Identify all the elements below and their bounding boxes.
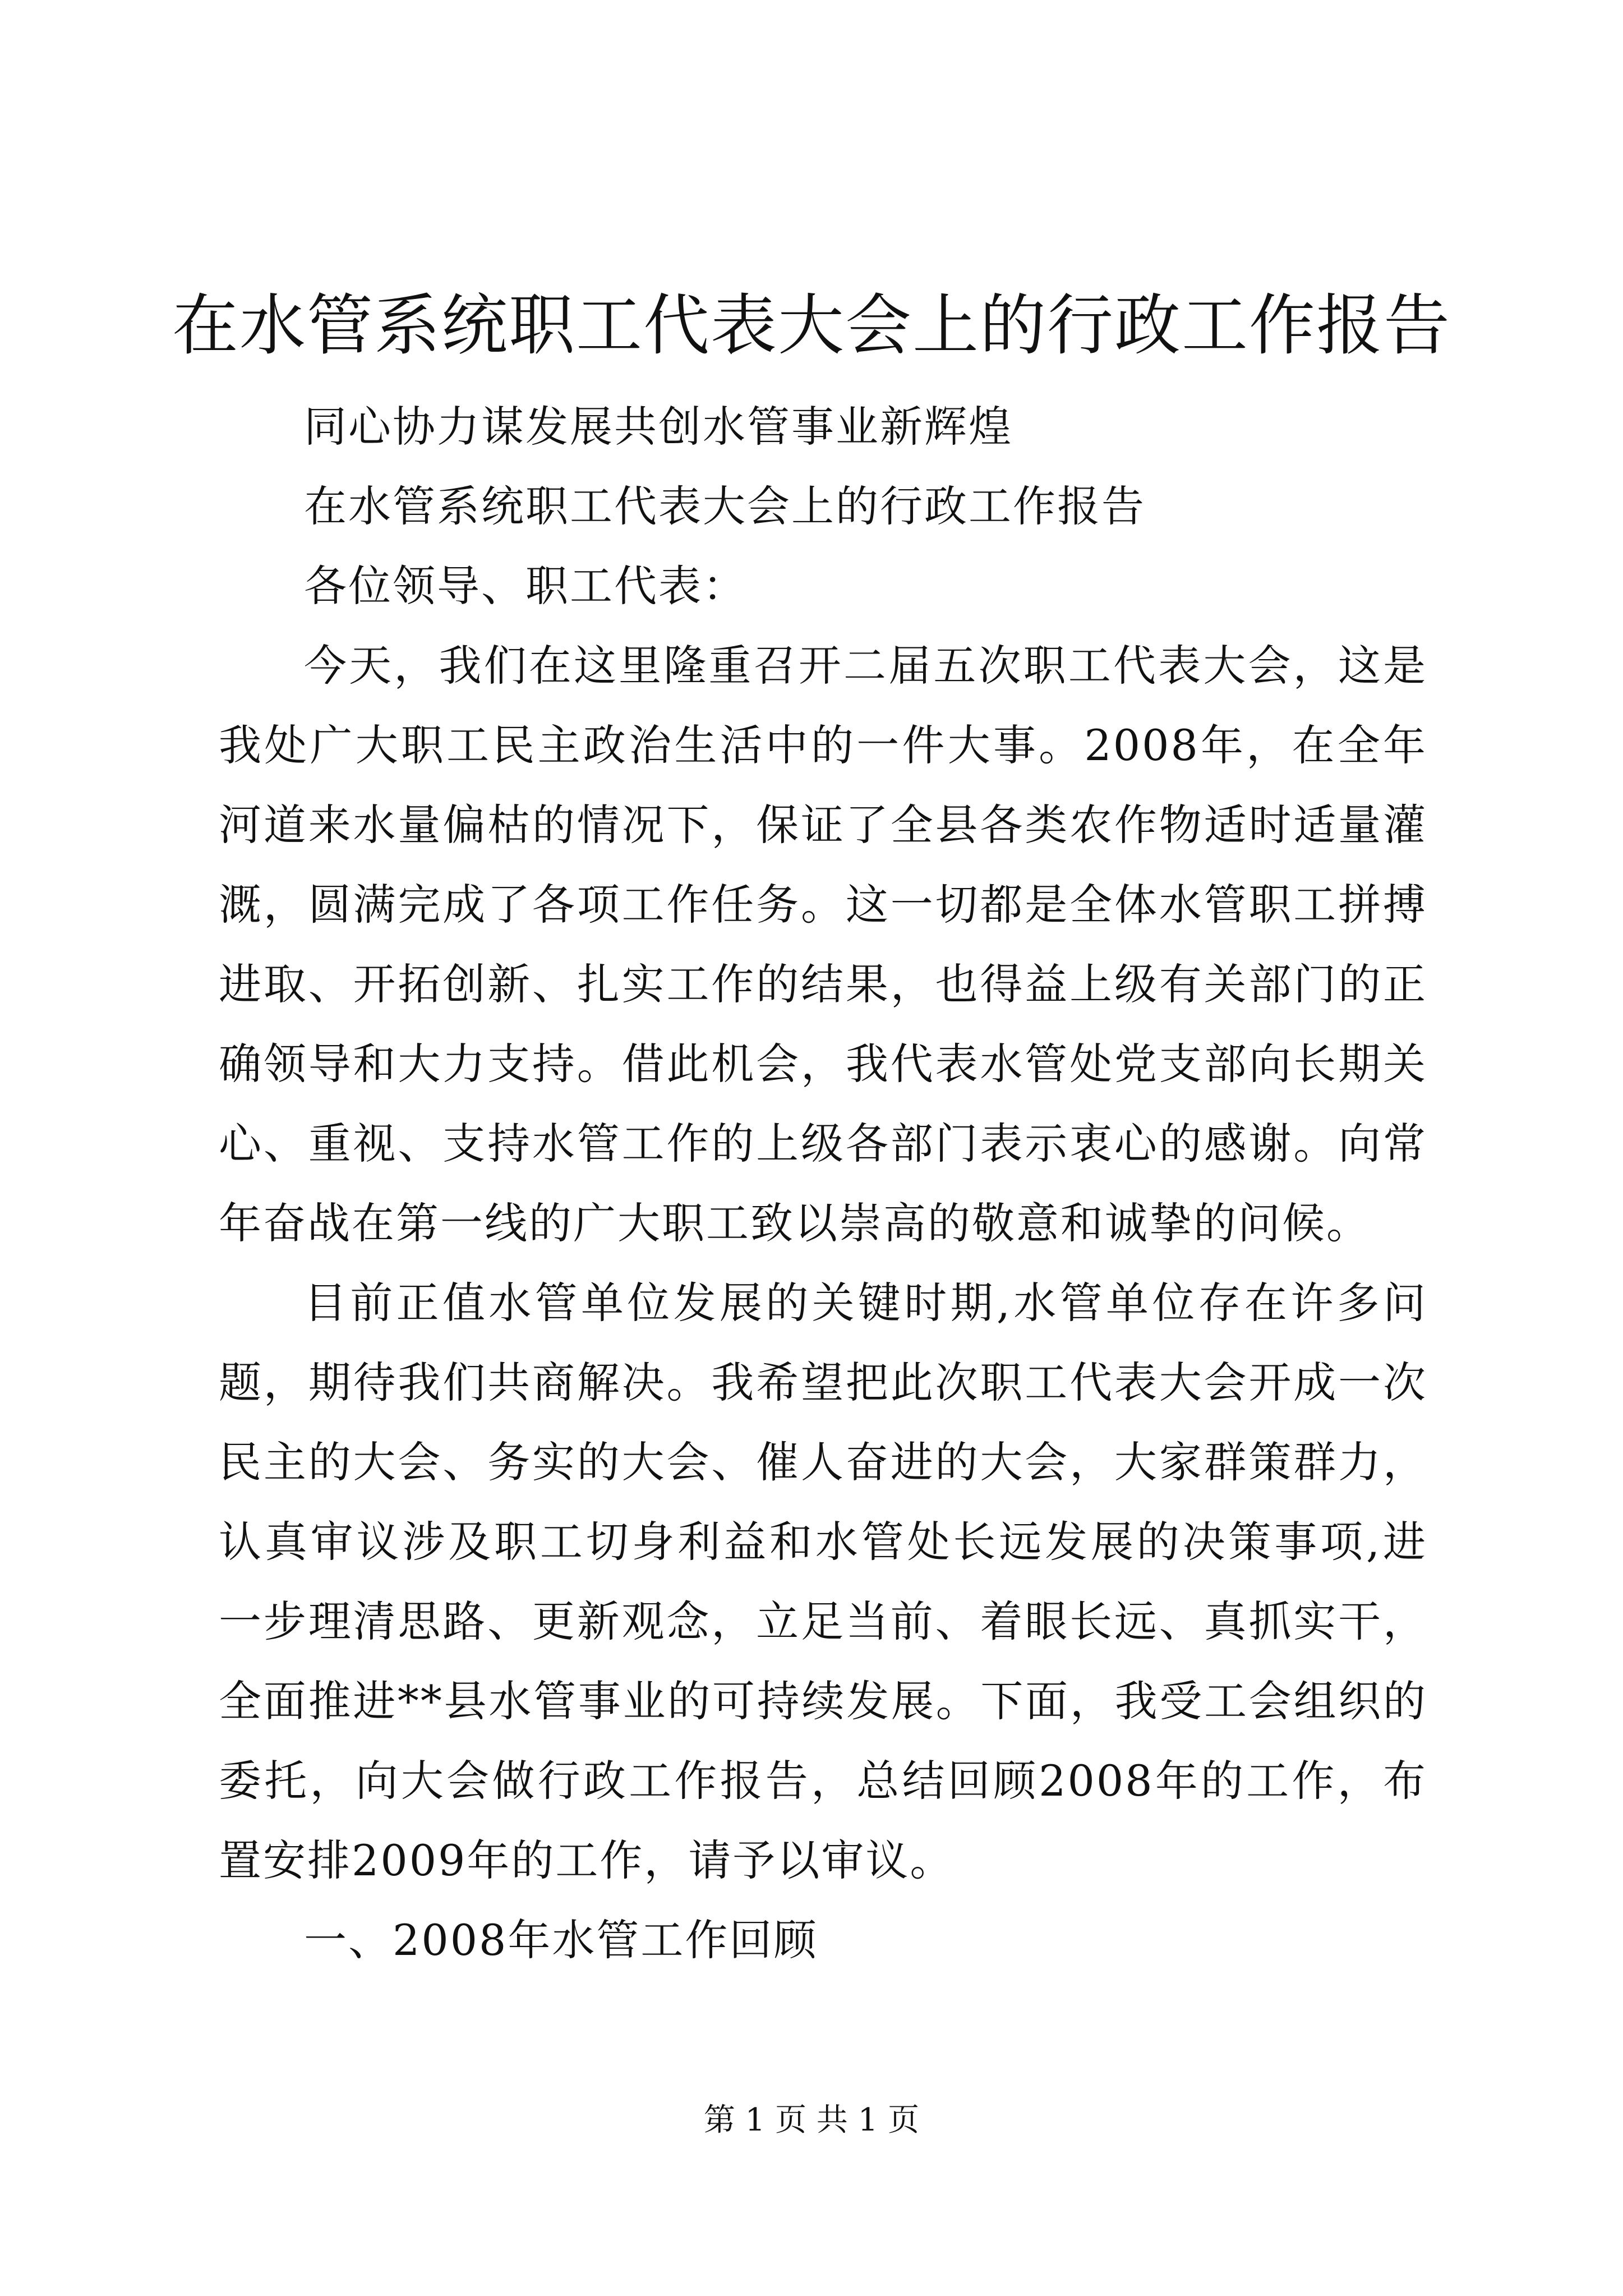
subtitle-paragraph: 同心协力谋发展共创水管事业新辉煌 (304, 402, 1013, 452)
report-title-paragraph: 在水管系统职工代表大会上的行政工作报告 (304, 481, 1146, 531)
body-paragraph: 目前正值水管单位发展的关键时期,水管单位存在许多问题，期待我们共商解决。我希望把此次职工代表大会开成一次民主的大会、务实的大会、催人奋进的大会，大家群策群力，认真审议涉及职工切身利益和水管处长远发展的决策事项,进一步理清思路、更新观念，立足当前、着眼长远、真抓实干，全面推进**县水管事业的可持续发展。下面，我受工会组织的委托，向大会做行政工作报告，总结回顾2008年的工作，布置安排2009年的工作，请予以审议。 (219, 1278, 1427, 1885)
page-footer: 第 1 页 共 1 页 (703, 2102, 920, 2138)
document-body (219, 387, 1427, 1980)
body-paragraph: 今天，我们在这里隆重召开二届五次职工代表大会，这是我处广大职工民主政治生活中的一件大事。2008年，在全年河道来水量偏枯的情况下，保证了全县各类农作物适时适量灌溉，圆满完成了各项工作任务。这一切都是全体水管职工拼搏进取、开拓创新、扎实工作的结果，也得益上级有关部门的正确领导和大力支持。借此机会，我代表水管处党支部向长期关心、重视、支持水管工作的上级各部门表示衷心的感谢。向常年奋战在第一线的广大职工致以崇高的敬意和诚挚的问候。 (219, 641, 1427, 1248)
section-heading: 一、2008年水管工作回顾 (304, 1915, 818, 1965)
document-title: 在水管系统职工代表大会上的行政工作报告 (172, 287, 1451, 364)
salutation-paragraph: 各位领导、职工代表： (304, 561, 747, 611)
